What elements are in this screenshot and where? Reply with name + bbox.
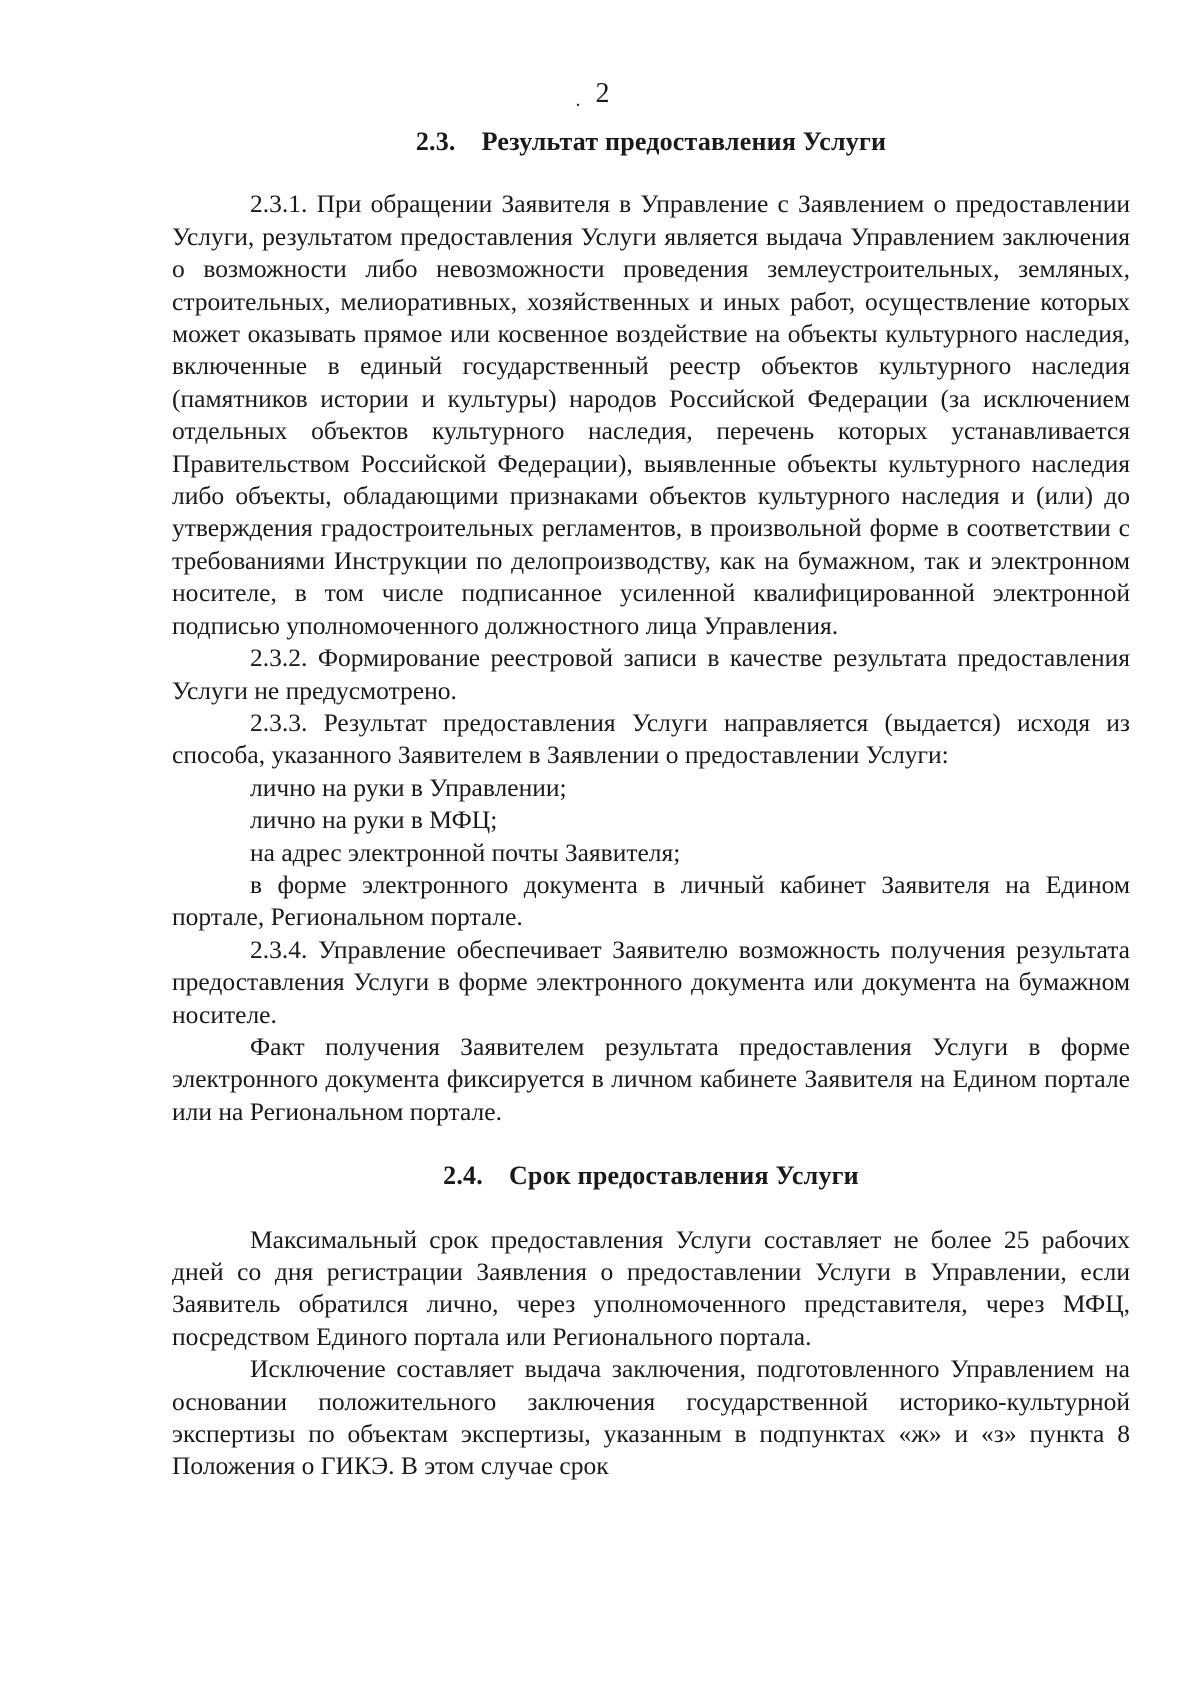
paragraph: Исключение составляет выдача заключения, подготовленного Управлением на основании положительного заключения государственной историко-культурной экспертизы по объектам экспертизы, указанным в подпунктах «ж» и «з» пункта 8 Положения о ГИКЭ. В этом случае срок — [172, 1354, 1130, 1481]
list-item: лично на руки в МФЦ; — [250, 805, 498, 835]
page-number — [0, 78, 1200, 110]
paragraph: 2.3.3. Результат предоставления Услуги направляется (выдается) исходя из способа, указанного Заявителем в Заявлении о предоставлении Услуги: — [172, 707, 1130, 770]
section-heading — [172, 126, 1130, 158]
section-number: 2.3. — [415, 127, 456, 156]
list-item: лично на руки в Управлении; — [250, 772, 567, 802]
section-number: 2.4. — [443, 1161, 483, 1191]
section-heading — [172, 1160, 1130, 1192]
list-item: на адрес электронной почты Заявителя; — [250, 837, 681, 867]
list-item: в форме электронного документа в личный кабинет Заявителя на Едином портале, Региональном портале. — [172, 869, 1130, 932]
page-mark: . — [575, 89, 582, 111]
paragraph: Максимальный срок предоставления Услуги составляет не более 25 рабочих дней со дня регистрации Заявления о предоставлении Услуги в Управлении, если Заявитель обратился лично, через уполномоченного представителя, через МФЦ, посредством Единого портала или Регионального портала. — [172, 1224, 1130, 1351]
paragraph: 2.3.4. Управление обеспечивает Заявителю возможность получения результата предоставления Услуги в форме электронного документа или документа на бумажном носителе. — [172, 934, 1130, 1029]
document-body — [172, 118, 1130, 1483]
section-title: Срок предоставления Услуги — [508, 1161, 859, 1191]
page-number-value: 2 — [595, 78, 611, 109]
paragraph: 2.3.1. При обращении Заявителя в Управление с Заявлением о предоставлении Услуги, результатом предоставления Услуги является выдача Управлением заключения о возможности либо невозможности проведения землеустроительных, земляных, строительных, мелиоративных, хозяйственных и иных работ, осуществление которых может оказывать прямое или косвенное воздействие на объекты культурного наследия, включенные в единый государственный реестр объектов культурного наследия (памятников истории и культуры) народов Российской Федерации (за исключением отдельных объектов культурного наследия, перечень которых устанавливается Правительством Российской Федерации), выявленные объекты культурного наследия либо объекты, обладающими признаками объектов культурного наследия и (или) до утверждения градостроительных регламентов, в произвольной форме в соответствии с требованиями Инструкции по делопроизводству, как на бумажном, так и электронном носителе, в том числе подписанное усиленной квалифицированной электронной подписью уполномоченного должностного лица Управления. — [172, 189, 1130, 640]
section-title: Результат предоставления Услуги — [481, 127, 887, 156]
paragraph: Факт получения Заявителем результата предоставления Услуги в форме электронного документа фиксируется в личном кабинете Заявителя на Едином портале или на Региональном портале. — [172, 1031, 1130, 1126]
paragraph: 2.3.2. Формирование реестровой записи в качестве результата предоставления Услуги не предусмотрено. — [172, 643, 1130, 705]
